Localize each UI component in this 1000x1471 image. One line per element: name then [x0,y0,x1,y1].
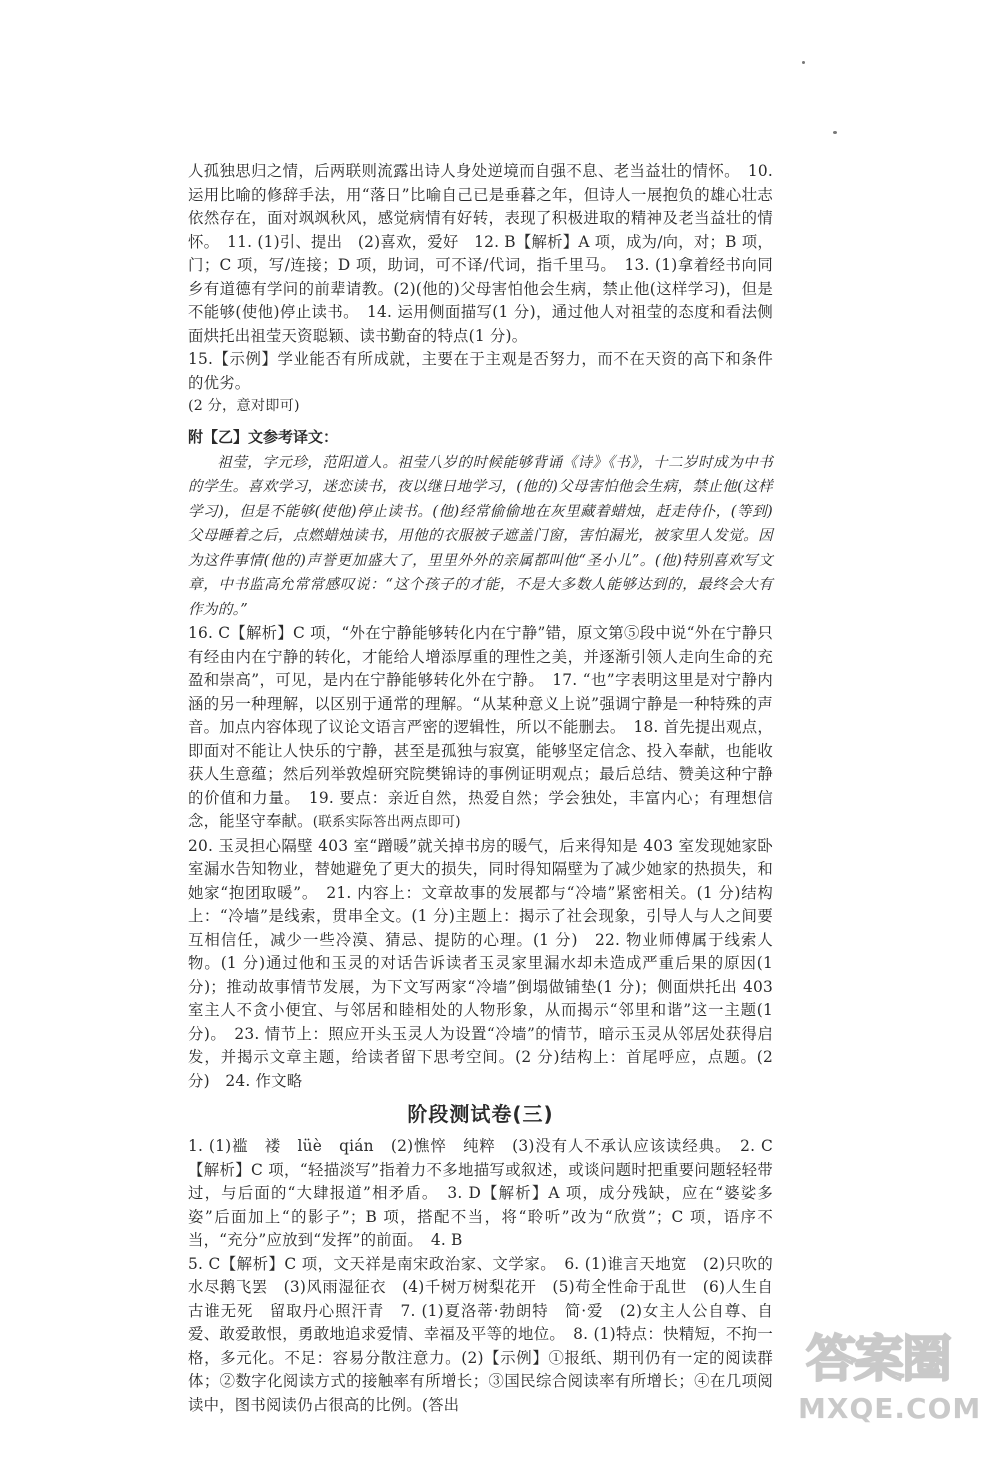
answer-item-15 [188,348,773,395]
item-19-note: (联系实际答出两点即可) [312,814,461,830]
watermark-logo: 答案圈 [806,1330,950,1388]
answer-items-16-19: 16. C【解析】C 项，“外在宁静能够转化内在宁静”错，原文第⑤段中说“外在宁静只有经由内在宁静的转化，才能给人增添厚重的理性之美，并逐渐引领人走向生命的充盈和崇高”，可见，是内在宁静能够转化外在宁静。 17. “也”字表明这里是对宁静内涵的另一种理解，以区别于通常的理解。“从某种意义上说”强调宁静是一种特殊的声音。加点内容体现了议论文语言严密的逻辑性，所以不能删去。 18. 首先提出观点，即面对不能让人快乐的宁静，甚至是孤独与寂寞，能够坚定信念、投入奉献，也能收获人生意蕴；然后列举敦煌研究院樊锦诗的事例证明观点；最后总结、赞美这种宁静的价值和力量。 19. 要点：亲近自然，热爱自然；学会独处，丰富内心；有理想信念，能坚守奉献。 [188,624,773,830]
watermark [702,1315,982,1425]
translation-text: 祖莹，字元珍，范阳道人。祖莹八岁的时候能够背诵《诗》《书》，十二岁时成为中书的学生。喜欢学习，迷恋读书，夜以继日地学习，(他的)父母害怕他会生病，禁止他(这样学习)，但是不能够(使他)停止读书。(他)经常偷偷地在灰里藏着蜡烛，赶走侍仆，(等到)父母睡着之后，点燃蜡烛读书，用他的衣服被子遮盖门窗，害怕漏光，被家里人发觉。因为这件事情(他的)声誉更加盛大了，里里外外的亲属都叫他“圣小儿”。(他)特别喜欢写文章，中书监高允常常感叹说：“这个孩子的才能，不是大多数人能够达到的，最终会大有作为的。” [188,453,773,618]
item-15-note: (2 分，意对即可) [188,398,300,414]
watermark-site: MXQE.COM [798,1392,982,1425]
answer-paragraph-top: 人孤独思归之情，后两联则流露出诗人身处逆境而自强不息、老当益壮的情怀。 10. 运用比喻的修辞手法，用“落日”比喻自己已是垂暮之年，但诗人一展抱负的雄心壮志依然存在，面对飒飒秋风，感觉病情有好转，表现了积极进取的精神及老当益壮的情怀。 11. (1)引、提出 (2)喜欢，爱好 12. B【解析】A 项，成为/向，对；B 项，门；C 项，写/连接；D 项，助词，可不译/代词，指千里马。 13. (1)拿着经书向同乡有道德有学问的前辈请教。(2)(他的)父母害怕他会生病，禁止他(这样学习)，但是不能够(使他)停止读书。 14. 运用侧面描写(1 分)，通过他人对祖莹的态度和看法侧面烘托出祖莹天资聪颖、读书勤奋的特点(1 分)。 [188,162,773,345]
answer-paragraph-mid [188,622,773,835]
speck-mark [802,61,805,64]
appendix-heading: 附【乙】文参考译文： [188,427,339,446]
answer-content [188,160,773,1417]
section-title: 阶段测试卷(三) [407,1102,554,1126]
answer-paragraph-bottom-2: 5. C【解析】C 项，文天祥是南宋政治家、文学家。 6. (1)谁言天地宽 (2)只吹的水尽鹅飞罢 (3)风雨湿征衣 (4)千树万树梨花开 (5)苟全性命于乱世 (6)人生自古谁无死 留取丹心照汗青 7. (1)夏洛蒂·勃朗特 简·爱 (2)女主人公自尊、自爱、敢爱敢恨，勇敢地追求爱情、幸福及平等的地位。 8. (1)特点：快精短，不拘一格，多元化。不足：容易分散注意力。(2)【示例】①报纸、期刊仍有一定的阅读群体；②数字化阅读方式的接触率有所增长；③国民综合阅读率有所增长；④在几项阅读中，图书阅读仍占很高的比例。(答出 [188,1254,773,1414]
answer-paragraph-lower: 20. 玉灵担心隔壁 403 室“蹭暖”就关掉书房的暖气，后来得知是 403 室发现她家卧室漏水告知物业，替她避免了更大的损失，同时得知隔壁为了减少她家的热损失，和她家“抱团取暖”。 21. 内容上：文章故事的发展都与“冷墙”紧密相关。(1 分)结构上：“冷墙”是线索，贯串全文。(1 分)主题上：揭示了社会现象，引导人与人之间要互相信任，减少一些冷漠、猜忌、提防的心理。(1 分) 22. 物业师傅属于线索人物。(1 分)通过他和玉灵的对话告诉读者玉灵家里漏水却未造成严重后果的原因(1 分)；推动故事情节发展，为下文写两家“冷墙”倒塌做铺垫(1 分)；侧面烘托出 403 室主人不贪小便宜、与邻居和睦相处的人物形象，从而揭示“邻里和谐”这一主题(1 分)。 23. 情节上：照应开头玉灵人为设置“冷墙”的情节，暗示玉灵从邻居处获得启发，并揭示文章主题，给读者留下思考空间。(2 分)结构上：首尾呼应，点题。(2 分) 24. 作文略 [188,836,773,1090]
item-15-text: 15.【示例】学业能否有所成就，主要在于主观是否努力，而不在天资的高下和条件的优劣。 [188,350,773,392]
answer-paragraph-bottom-1: 1. (1)褴 褛 lüè qián (2)憔悴 纯粹 (3)没有人不承认应该读经典。 2. C【解析】C 项，“轻描淡写”指着力不多地描写或叙述，或谈问题时把重要问题轻轻带过，与后面的“大肆报道”相矛盾。 3. D【解析】A 项，成分残缺，应在“婆娑多姿”后面加上“的影子”；B 项，搭配不当，将“聆听”改为“欣赏”；C 项，语序不当，“充分”应放到“发挥”的前面。 4. B [188,1137,773,1249]
speck-mark [833,131,837,134]
